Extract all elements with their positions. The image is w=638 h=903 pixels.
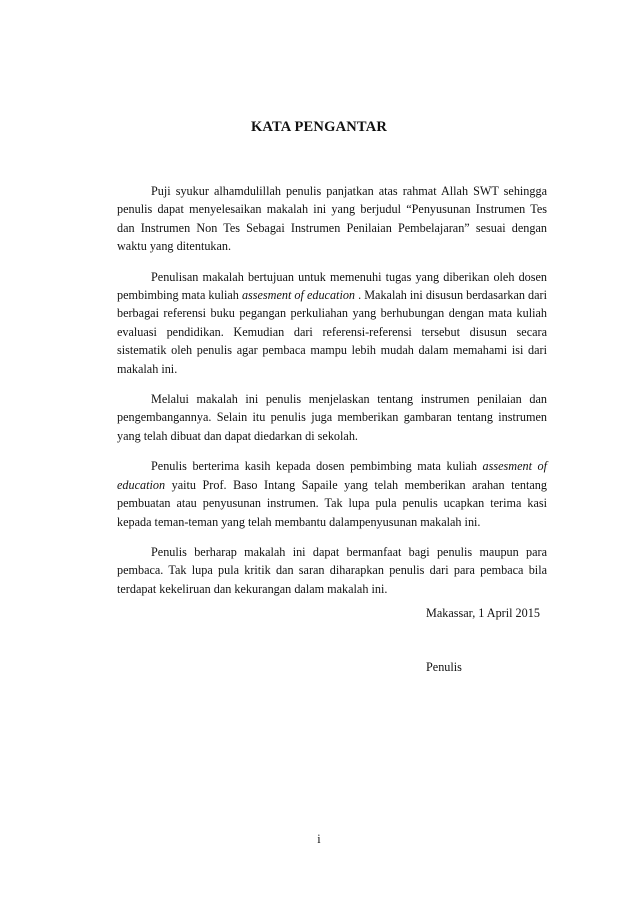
paragraph-1-text: Puji syukur alhamdulillah penulis panjatkan atas rahmat Allah SWT sehingga penulis dapat menyelesaikan makalah ini yang berjudul “Penyusunan Instrumen Tes dan Instrumen Non Tes Sebagai Instrumen Penilaian Pembelajaran” sesuai dengan waktu yang ditentukan. xyxy=(117,184,547,254)
document-body xyxy=(117,182,547,610)
page-title: KATA PENGANTAR xyxy=(250,119,388,135)
paragraph-3-text: Melalui makalah ini penulis menjelaskan tentang instrumen penilaian dan pengembangannya. Selain itu penulis juga memberikan gambaran tentang instrumen yang telah dibuat dan dapat diedarkan di sekolah. xyxy=(117,392,547,443)
paragraph-2-text-a: Penulisan makalah bertujuan untuk memenuhi tugas yang diberikan oleh dosen pembimbing mata kuliah xyxy=(117,269,547,303)
paragraph-2 xyxy=(117,268,547,378)
signature-place-date: Makassar, 1 April 2015 xyxy=(426,606,540,620)
paragraph-5 xyxy=(117,543,547,598)
paragraph-4-text-a: Penulis berterima kasih kepada dosen pembimbing mata kuliah xyxy=(151,459,483,474)
paragraph-4-text-b: yaitu Prof. Baso Intang Sapaile yang telah memberikan arahan tentang pembuatan atau penyusunan instrumen. Tak lupa pula penulis ucapkan terima kasi kepada teman-teman yang telah membantu dalampenyusunan makalah ini. xyxy=(117,477,547,529)
paragraph-5-text: Penulis berharap makalah ini dapat bermanfaat bagi penulis maupun para pembaca. Tak lupa pula kritik dan saran diharapkan penulis dari para pembaca bila terdapat kekeliruan dan kekurangan dalam makalah ini. xyxy=(117,544,547,596)
page-number: i xyxy=(317,832,321,846)
paragraph-1 xyxy=(117,182,547,256)
paragraph-3 xyxy=(117,390,547,445)
signature-author: Penulis xyxy=(426,660,462,674)
paragraph-4 xyxy=(117,457,547,531)
paragraph-2-course-name: assesment of education xyxy=(241,288,356,303)
paragraph-4-course-name: assesment of education xyxy=(117,459,547,492)
paragraph-2-text-b: . Makalah ini disusun berdasarkan dari berbagai referensi buku pegangan perkuliahan yang berhubungan dengan mata kuliah evaluasi pendidikan. Kemudian dari referensi-referensi tersebut disusun secara sistematik oleh penulis agar pembaca mampu lebih mudah dalam memahami isi dari makalah ini. xyxy=(117,288,547,376)
